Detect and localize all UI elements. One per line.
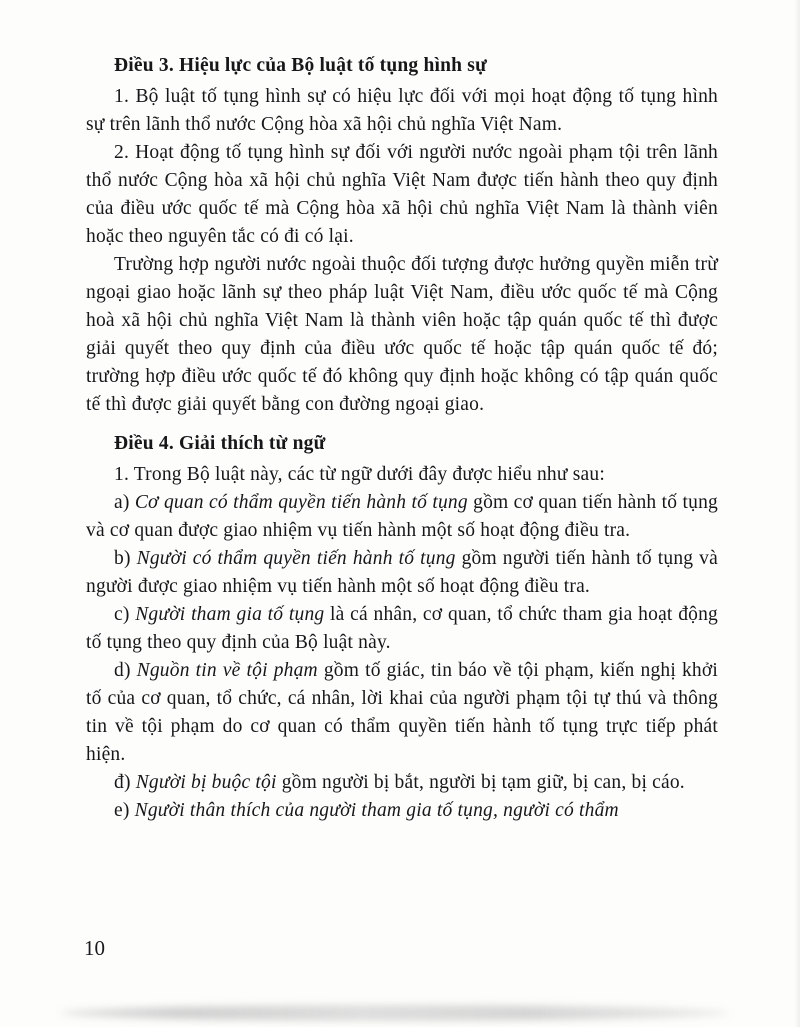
paragraph <box>86 657 718 769</box>
text-run: Điều 4. Giải thích từ ngữ <box>114 433 326 454</box>
scan-bottom-smudge-artifact <box>60 1005 730 1021</box>
text-run: là cá nhân, cơ quan, tổ chức tham gia hoạt động tố tụng theo quy định của Bộ luật này. <box>86 604 718 653</box>
text-run: a) <box>114 492 135 513</box>
paragraph <box>86 489 718 545</box>
text-run: 1. Bộ luật tố tụng hình sự có hiệu lực đối với mọi hoạt động tố tụng hình sự trên lãnh thổ nước Cộng hòa xã hội chủ nghĩa Việt Nam. <box>86 86 718 135</box>
article-heading <box>86 430 718 458</box>
paragraph <box>86 139 718 251</box>
text-run: Cơ quan có thẩm quyền tiến hành tố tụng <box>134 492 468 513</box>
text-run: gồm tố giác, tin báo về tội phạm, kiến nghị khởi tố của cơ quan, tổ chức, cá nhân, lời khai của người phạm tội tự thú và thông tin về tội phạm do cơ quan có thẩm quyền tiến hành tố tụng trực tiếp phát hiện. <box>86 660 718 765</box>
text-run: Trường hợp người nước ngoài thuộc đối tượng được hưởng quyền miễn trừ ngoại giao hoặc lãnh sự theo pháp luật Việt Nam, điều ước quốc tế mà Cộng hoà xã hội chủ nghĩa Việt Nam là thành viên hoặc tập quán quốc tế thì được giải quyết theo quy định của điều ước quốc tế hoặc tập quán quốc tế đó; trường hợp điều ước quốc tế đó không quy định hoặc không có tập quán quốc tế thì được giải quyết bằng con đường ngoại giao. <box>86 254 718 415</box>
text-run: c) <box>114 604 136 625</box>
paragraph <box>86 797 718 825</box>
page-number: 10 <box>84 936 105 960</box>
paragraph <box>86 601 718 657</box>
paragraph <box>86 461 718 489</box>
text-run: Điều 3. Hiệu lực của Bộ luật tố tụng hình sự <box>114 55 487 76</box>
text-run: 1. Trong Bộ luật này, các từ ngữ dưới đây được hiểu như sau: <box>114 464 605 485</box>
document-body <box>86 52 718 825</box>
paragraph <box>86 545 718 601</box>
text-run: d) <box>114 660 137 681</box>
text-run: đ) <box>114 772 136 793</box>
text-run: Người tham gia tố tụng <box>135 604 325 625</box>
text-run: Người thân thích của người tham gia tố tụng, người có thẩm <box>134 800 619 821</box>
article-heading <box>86 52 718 80</box>
text-run: gồm người tiến hành tố tụng và người được giao nhiệm vụ tiến hành một số hoạt động điều tra. <box>86 548 718 597</box>
text-run: e) <box>114 800 135 821</box>
text-run: gồm người bị bắt, người bị tạm giữ, bị can, bị cáo. <box>276 772 685 793</box>
text-run: 2. Hoạt động tố tụng hình sự đối với người nước ngoài phạm tội trên lãnh thổ nước Cộng hòa xã hội chủ nghĩa Việt Nam được tiến hành theo quy định của điều ước quốc tế mà Cộng hòa xã hội chủ nghĩa Việt Nam là thành viên hoặc theo nguyên tắc có đi có lại. <box>86 142 718 247</box>
paragraph <box>86 251 718 419</box>
text-run: Người có thẩm quyền tiến hành tố tụng <box>136 548 456 569</box>
paragraph <box>86 83 718 139</box>
scan-right-edge-shadow <box>794 0 800 1027</box>
text-run: b) <box>114 548 137 569</box>
text-run: Người bị buộc tội <box>135 772 277 793</box>
paragraph <box>86 769 718 797</box>
text-run: Nguồn tin về tội phạm <box>136 660 318 681</box>
text-run: gồm cơ quan tiến hành tố tụng và cơ quan được giao nhiệm vụ tiến hành một số hoạt động điều tra. <box>86 492 718 541</box>
